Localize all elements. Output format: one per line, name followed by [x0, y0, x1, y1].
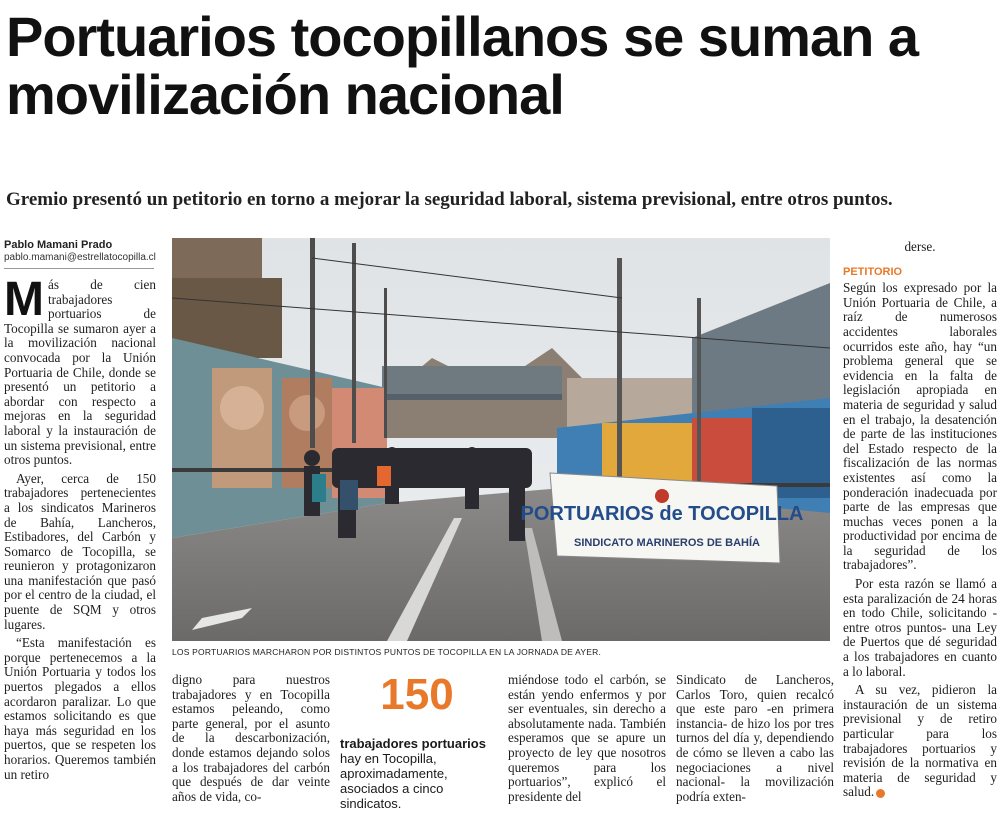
stat-label: [340, 736, 494, 811]
byline-author: Pablo Mamani Prado: [4, 239, 113, 251]
article-paragraph: ás de cien trabajadores portuarios de Tocopilla se sumaron ayer a la movilización nacional convocada por la Unión Portuaria de Chile, donde se presentó un petitorio a abordar con respecto a mejoras en la seguridad laboral y la instauración de un sistema previsional, entre otros puntos.: [4, 278, 156, 468]
article-paragraph: Según los expresado por la Unión Portuaria de Chile, a raíz de numerosos accidentes laborales ocurridos este año, hay “un problema general que se evidencia en la falta de legislación apropiada en materia de seguridad y salud en el trabajo, la desatención de parte de las instituciones del Estado respecto de la fiscalización de las normas existentes así como la ponderación inadecuada por parte de las empresas que muchas veces ponen a la productividad por encima de la seguridad de los trabajadores”.: [843, 280, 997, 573]
article-paragraph-text: A su vez, pidieron la instauración de un sistema previsional y de retiro particular para los trabajadores portuarios y revisión de la normativa en materia de seguridad y salud.: [843, 682, 997, 800]
article-paragraph: [843, 683, 997, 800]
stat-number: 150: [380, 670, 454, 719]
news-photo: [172, 238, 830, 641]
article-paragraph: derse.: [904, 240, 936, 254]
article-paragraph: Por esta razón se llamó a esta paralización de 24 horas en todo Chile, solicitando -entre otros puntos- una Ley de Puertos que dé seguridad a los trabajadores en cuanto a lo laboral.: [843, 576, 997, 679]
end-mark-icon: [876, 789, 885, 798]
stat-label-rest: hay en Tocopilla, aproximadamente, asociados a cinco sindicatos.: [340, 751, 448, 811]
section-kicker: PETITORIO: [843, 265, 903, 278]
article-column-1: [4, 278, 156, 818]
article-paragraph: digno para nuestros trabajadores y en Tocopilla estamos peleando, como parte general, por el asunto de la descarbonización, donde estamos dejando solos a los trabajadores del carbón que después de dar veinte años de vida, co-: [172, 673, 330, 804]
article-paragraph: Sindicato de Lancheros, Carlos Toro, quien recalcó que este paro -en primera instancia- de hizo los por tres turnos del día y, dependiendo de cómo se lleven a cabo las negociaciones a nivel nacional- la movilización podría exten-: [676, 673, 834, 804]
byline-divider: [4, 268, 154, 269]
article-column-4: [508, 673, 666, 818]
byline-email: pablo.mamani@estrellatocopilla.cl: [4, 252, 156, 263]
banner-text-main: PORTUARIOS de TOCOPILLA: [520, 503, 804, 525]
article-paragraph: “Esta manifestación es porque pertenecemos a la Unión Portuaria y todos los puertos plegados a ellos acordaron paralizar. Lo que estamos solicitando es que haya más seguridad en los puertos, que se respeten los horarios. Queremos también un retiro: [4, 635, 156, 782]
photo-caption: LOS PORTUARIOS MARCHARON POR DISTINTOS PUNTOS DE TOCOPILLA EN LA JORNADA DE AYER.: [172, 647, 602, 657]
article-column-right: [843, 240, 997, 818]
stat-box: [340, 670, 494, 815]
dropcap: M: [4, 278, 44, 326]
stat-label-bold: trabajadores portuarios: [340, 736, 486, 751]
banner-text-sub: SINDICATO MARINEROS DE BAHÍA: [574, 537, 760, 549]
article-paragraph: Ayer, cerca de 150 trabajadores pertenecientes a los sindicatos Marineros de Bahía, Lancheros, Estibadores, del Carbón y Somarco de Tocopilla, se reunieron y protagonizaron una manifestación que pasó por el centro de la ciudad, el puente de SQM y otros lugares.: [4, 470, 156, 632]
article-column-5: [676, 673, 834, 818]
article-paragraph: miéndose todo el carbón, se están yendo enfermos y por ser eventuales, sin derecho a absolutamente nada. También esperamos que se apure un proyecto de ley que nosotros queremos para los portuarios”, explicó el presidente del: [508, 673, 666, 804]
subheadline: Gremio presentó un petitorio en torno a mejorar la seguridad laboral, sistema previsional, entre otros puntos.: [6, 189, 893, 210]
headline: Portuarios tocopillanos se suman a movilización nacional: [6, 5, 919, 126]
article-column-2: [172, 673, 330, 818]
